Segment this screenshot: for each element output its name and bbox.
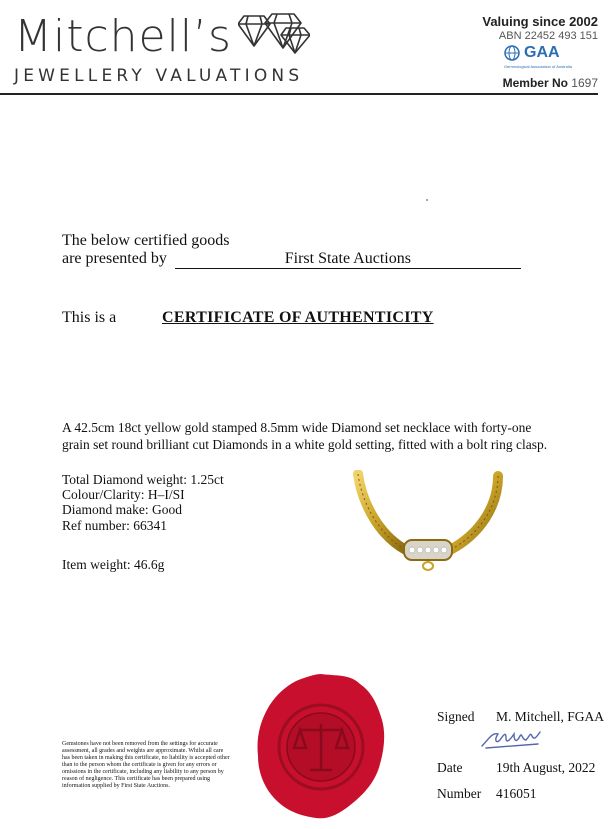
member-number xyxy=(503,76,598,90)
diamond-logo-icon xyxy=(238,10,310,59)
signed-label: Signed xyxy=(437,709,475,724)
intro-line-1: The below certified goods xyxy=(62,232,230,249)
valuing-since: Valuing since 2002 xyxy=(482,14,598,29)
date-value: 19th August, 2022 xyxy=(496,760,596,775)
brand-subtitle: JEWELLERY VALUATIONS xyxy=(14,66,304,86)
certificate-title: CERTIFICATE OF AUTHENTICITY xyxy=(162,309,434,326)
spec-list xyxy=(62,472,224,533)
brand-name: Mitchell’s xyxy=(14,11,232,62)
presented-by-label: are presented by xyxy=(62,250,167,267)
signed-name: M. Mitchell, FGAA xyxy=(496,709,604,724)
spec-colour-clarity: Colour/Clarity: H–I/SI xyxy=(62,487,185,503)
spec-diamond-make: Diamond make: Good xyxy=(62,502,182,518)
disclaimer-text: Gemstones have not been removed from the settings for accurate assessment, all grades and weights are approximate. Whilst all care has been taken in making this certificate, no liability is accepted other than to the person whom the certificate is given for any errors or omissions in the certificate, including any liability to any person by reason of negligence. This certificate has been prepared using information supplied by First State Auctions. xyxy=(62,741,230,789)
number-label: Number xyxy=(437,786,482,801)
handwritten-signature-icon xyxy=(478,726,558,757)
gaa-logo-subtext: Gemmological Association of Australia xyxy=(504,64,572,69)
item-weight: Item weight: 46.6g xyxy=(62,557,165,572)
intro-line-2 xyxy=(62,249,521,269)
certificate-prefix: This is a xyxy=(62,309,117,326)
presenter-name: First State Auctions xyxy=(175,249,521,269)
wax-seal xyxy=(256,672,386,827)
spec-ref-number: Ref number: 66341 xyxy=(62,517,167,533)
member-label: Member No xyxy=(502,76,568,90)
spec-total-diamond-weight: Total Diamond weight: 1.25ct xyxy=(62,472,224,487)
number-value: 416051 xyxy=(496,786,537,801)
gaa-logo-text: GAA xyxy=(524,44,560,61)
header-divider xyxy=(0,93,598,95)
necklace-photo xyxy=(340,470,512,587)
abn-number: ABN 22452 493 151 xyxy=(498,30,598,42)
item-description: A 42.5cm 18ct yellow gold stamped 8.5mm wide Diamond set necklace with forty-one grain set round brilliant cut Diamonds in a white gold setting, fitted with a bolt ring clasp. xyxy=(62,420,548,452)
header-contact xyxy=(482,14,598,43)
date-label: Date xyxy=(437,760,463,775)
gaa-logo xyxy=(504,44,560,62)
member-value: 1697 xyxy=(571,76,598,90)
gaa-globe-icon xyxy=(504,45,520,61)
stray-dot xyxy=(426,199,428,201)
